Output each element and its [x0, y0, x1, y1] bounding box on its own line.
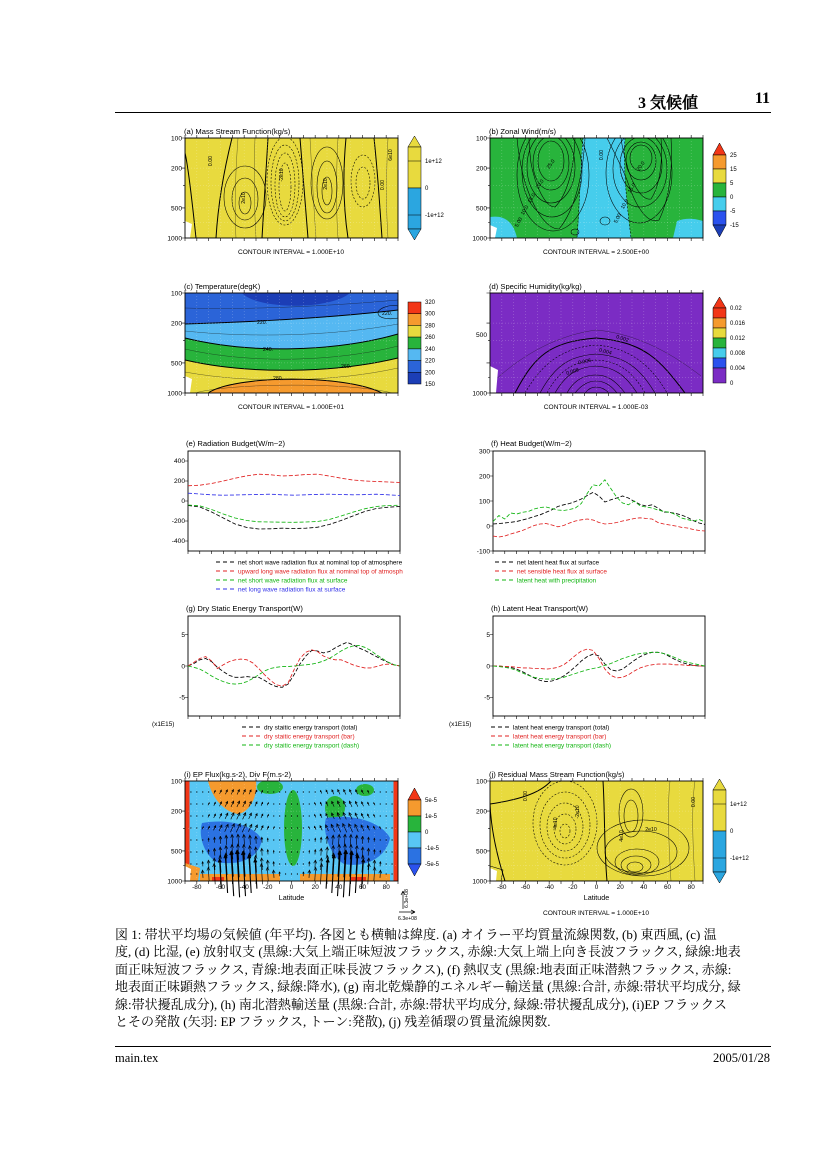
- svg-text:200: 200: [475, 808, 487, 816]
- svg-text:6.3e+08: 6.3e+08: [398, 916, 417, 922]
- svg-text:240: 240: [425, 346, 436, 353]
- svg-text:200: 200: [425, 370, 436, 377]
- svg-text:400: 400: [173, 458, 185, 465]
- y-axis-labels: [179, 632, 185, 702]
- svg-text:10.0: 10.0: [620, 198, 631, 211]
- svg-text:200: 200: [475, 165, 487, 173]
- y-axis-labels: [167, 136, 182, 243]
- svg-text:-100: -100: [476, 548, 490, 556]
- page-number: 11: [754, 90, 770, 107]
- svg-text:dry staitic energy transport (: dry staitic energy transport (total): [264, 724, 358, 732]
- subplot-j-title: (j) Residual Mass Stream Function(kg/s): [489, 770, 625, 779]
- svg-text:15.0: 15.0: [626, 182, 638, 195]
- y-axis-labels: [477, 449, 491, 556]
- svg-text:-5: -5: [484, 694, 490, 702]
- svg-text:0: 0: [486, 663, 490, 671]
- svg-text:-60: -60: [215, 884, 226, 891]
- svg-text:200: 200: [170, 320, 182, 328]
- svg-text:0.00: 0.00: [380, 179, 386, 191]
- svg-text:-1e-5: -1e-5: [425, 846, 440, 852]
- svg-text:40: 40: [640, 884, 648, 891]
- contour-field: [185, 780, 398, 881]
- svg-text:100: 100: [475, 778, 487, 786]
- colorbar: [713, 779, 750, 883]
- svg-text:20.0: 20.0: [635, 160, 647, 173]
- svg-text:100: 100: [170, 778, 182, 786]
- svg-text:5: 5: [730, 181, 734, 187]
- svg-text:0.004: 0.004: [730, 366, 746, 372]
- svg-text:1000: 1000: [472, 235, 487, 243]
- svg-text:-80: -80: [192, 884, 202, 891]
- svg-text:100: 100: [170, 135, 182, 143]
- subplot-b: [455, 125, 763, 295]
- svg-text:5e-5: 5e-5: [425, 798, 438, 804]
- svg-text:dry staitic energy transport (: dry staitic energy transport (dash): [264, 742, 360, 750]
- svg-text:25: 25: [730, 153, 737, 159]
- svg-text:150: 150: [425, 382, 436, 388]
- svg-text:15.0: 15.0: [527, 192, 538, 205]
- subplot-i-title: (i) EP Flux(kg.s-2), Div F(m.s-2): [184, 770, 292, 779]
- colorbar: [713, 143, 739, 237]
- svg-text:-2e10: -2e10: [575, 805, 581, 819]
- svg-text:net long wave radiation flux a: net long wave radiation flux at surface: [238, 586, 346, 594]
- subplot-f: [455, 437, 763, 607]
- svg-text:0.00: 0.00: [523, 790, 529, 802]
- legend: [491, 725, 611, 750]
- svg-text:15: 15: [730, 167, 737, 173]
- y-axis-labels: [484, 632, 490, 702]
- svg-text:0.002: 0.002: [615, 334, 630, 344]
- footer-filename: main.tex: [115, 1051, 159, 1065]
- svg-text:100: 100: [475, 135, 487, 143]
- svg-text:-80: -80: [497, 884, 507, 891]
- svg-text:-15: -15: [730, 223, 739, 229]
- contour-field: [185, 137, 398, 238]
- contour-interval: CONTOUR INTERVAL = 1.000E-03: [543, 404, 649, 411]
- svg-text:80: 80: [382, 884, 390, 891]
- svg-text:0: 0: [425, 186, 429, 192]
- svg-text:-4e10: -4e10: [553, 817, 559, 831]
- line-series: [493, 649, 705, 682]
- contour-interval: CONTOUR INTERVAL = 1.000E+01: [237, 404, 345, 411]
- y-axis-labels: [167, 779, 182, 886]
- svg-text:1000: 1000: [167, 390, 182, 398]
- svg-text:0: 0: [730, 829, 734, 835]
- y-axis-labels: [472, 779, 487, 886]
- vector-scale: [398, 889, 417, 922]
- svg-text:0: 0: [730, 381, 734, 387]
- legend: [242, 725, 359, 750]
- svg-text:500: 500: [475, 332, 487, 339]
- svg-text:200: 200: [173, 478, 185, 485]
- svg-text:-2e10: -2e10: [279, 168, 285, 182]
- colorbar: [408, 300, 436, 388]
- line-series: [188, 642, 400, 687]
- subplot-d: [455, 280, 763, 450]
- svg-text:0.00: 0.00: [691, 796, 697, 808]
- contour-field: [185, 293, 398, 393]
- svg-text:-200: -200: [171, 518, 185, 525]
- svg-text:200: 200: [478, 473, 490, 481]
- svg-text:-1e+12: -1e+12: [425, 213, 444, 219]
- svg-text:300: 300: [425, 311, 436, 318]
- subplot-c-title: (c) Temperature(degK): [184, 282, 261, 291]
- svg-text:0.02: 0.02: [730, 306, 742, 312]
- svg-text:1000: 1000: [472, 878, 487, 886]
- svg-text:1e+12: 1e+12: [730, 802, 747, 808]
- legend: [216, 560, 403, 594]
- svg-text:-5: -5: [730, 209, 736, 215]
- svg-text:net short wave radiation flux: net short wave radiation flux at nominal top of atmosphere: [238, 559, 403, 567]
- y-axis-labels: [472, 136, 487, 243]
- svg-text:0: 0: [289, 884, 294, 891]
- svg-text:0.004: 0.004: [598, 347, 613, 357]
- svg-text:0: 0: [181, 498, 185, 505]
- svg-text:0: 0: [181, 663, 185, 671]
- footer-date: 2005/01/28: [713, 1051, 770, 1065]
- svg-text:500: 500: [475, 205, 487, 213]
- svg-text:220: 220: [425, 358, 436, 365]
- svg-text:5.00: 5.00: [514, 216, 525, 229]
- svg-text:25.0: 25.0: [545, 158, 557, 171]
- line-series: [493, 480, 705, 537]
- subplot-d-title: (d) Specific Humidity(kg/kg): [489, 282, 582, 291]
- svg-text:2e10: 2e10: [645, 827, 657, 833]
- svg-text:net latent heat flux at surfac: net latent heat flux at surface: [517, 559, 600, 567]
- svg-text:-60: -60: [520, 884, 531, 891]
- caption-line: とその発散 (矢羽: EP フラックス, トーン:発散), (j) 残差循環の質量流線関数.: [115, 1014, 551, 1030]
- svg-text:0.008: 0.008: [565, 367, 580, 377]
- colorbar: [713, 297, 746, 387]
- colorbar: [408, 136, 445, 240]
- contour-field: [490, 293, 703, 393]
- subplot-a: [150, 125, 458, 295]
- svg-text:60: 60: [663, 884, 672, 891]
- subplot-a-title: (a) Mass Stream Function(kg/s): [184, 127, 291, 136]
- header-rule: [115, 112, 771, 113]
- svg-text:60: 60: [358, 884, 367, 891]
- svg-text:0.012: 0.012: [730, 336, 746, 342]
- svg-text:0: 0: [425, 830, 429, 836]
- subplot-e: [150, 437, 458, 607]
- x-axis-labels: [497, 884, 695, 891]
- footer-rule: [115, 1046, 771, 1047]
- svg-text:net sensible heat flux at surf: net sensible heat flux at surface: [517, 568, 607, 576]
- svg-text:80: 80: [687, 884, 695, 891]
- svg-text:500: 500: [170, 360, 182, 368]
- svg-text:latent heat energy transport (: latent heat energy transport (bar): [513, 733, 607, 741]
- line-series: [188, 474, 400, 529]
- svg-text:2e10: 2e10: [323, 178, 329, 190]
- svg-text:6e10: 6e10: [388, 149, 394, 161]
- svg-text:20: 20: [311, 884, 319, 891]
- section-header: 3 気候値: [637, 95, 698, 112]
- svg-text:0: 0: [486, 523, 490, 531]
- figure-caption: [115, 926, 773, 1030]
- svg-text:upward long wave radiation flu: upward long wave radiation flux at nominal top of atmosph: [238, 568, 403, 576]
- svg-text:0: 0: [594, 884, 599, 891]
- svg-text:500: 500: [170, 848, 182, 856]
- svg-text:dry staitic energy transport (: dry staitic energy transport (bar): [264, 733, 355, 741]
- svg-text:5.00: 5.00: [613, 212, 624, 225]
- svg-text:-1e+12: -1e+12: [730, 856, 749, 862]
- subplot-g-title: (g) Dry Static Energy Transport(W): [186, 604, 303, 613]
- axis-unit: (x1E15): [152, 721, 175, 728]
- svg-text:1000: 1000: [167, 235, 182, 243]
- svg-text:0.016: 0.016: [730, 321, 746, 327]
- svg-text:1000: 1000: [167, 878, 182, 886]
- axis-unit: (x1E15): [449, 721, 472, 728]
- contour-interval: CONTOUR INTERVAL = 2.500E+00: [542, 249, 650, 256]
- svg-text:6.3e+08: 6.3e+08: [404, 889, 410, 908]
- svg-text:net short wave radiation flux: net short wave radiation flux at surface: [238, 577, 348, 585]
- svg-text:1e-5: 1e-5: [425, 814, 438, 820]
- svg-text:1e+12: 1e+12: [425, 159, 442, 165]
- x-axis-title: Latitude: [583, 893, 610, 902]
- svg-text:100: 100: [170, 290, 182, 298]
- x-axis-labels: [192, 884, 390, 891]
- svg-text:300: 300: [478, 448, 490, 456]
- svg-text:latent heat energy transport (: latent heat energy transport (dash): [513, 742, 612, 750]
- contour-field: [490, 781, 703, 881]
- y-axis-labels: [172, 458, 186, 545]
- svg-text:-40: -40: [239, 884, 249, 891]
- svg-text:0: 0: [730, 195, 734, 201]
- svg-text:4e10: 4e10: [619, 830, 625, 842]
- svg-text:1000: 1000: [472, 390, 487, 398]
- subplot-f-title: (f) Heat Budget(W/m~2): [491, 439, 572, 448]
- svg-text:260.: 260.: [340, 364, 352, 370]
- svg-text:5: 5: [486, 632, 490, 639]
- svg-text:220.: 220.: [381, 311, 393, 317]
- svg-text:-40: -40: [544, 884, 554, 891]
- subplot-h: [449, 602, 763, 772]
- svg-text:0.00: 0.00: [599, 149, 605, 161]
- subplot-b-title: (b) Zonal Wind(m/s): [489, 127, 557, 136]
- caption-line: 地表面正味顕熱フラックス, 緑線:降水), (g) 南北乾燥静的エネルギー輸送量 (黒線:合計, 赤線:帯状平均成分, 緑: [115, 979, 741, 995]
- svg-text:240.: 240.: [262, 347, 274, 353]
- svg-text:-20: -20: [263, 884, 273, 891]
- x-axis-title: Latitude: [278, 893, 305, 902]
- contour-interval: CONTOUR INTERVAL = 1.000E+10: [542, 910, 650, 917]
- svg-text:0.00: 0.00: [208, 155, 214, 167]
- svg-text:10.0: 10.0: [520, 204, 531, 217]
- svg-text:40: 40: [335, 884, 343, 891]
- svg-text:200: 200: [170, 808, 182, 816]
- svg-text:-400: -400: [171, 538, 185, 545]
- subplot-h-title: (h) Latent Heat Transport(W): [491, 604, 589, 613]
- subplot-i: [150, 768, 458, 938]
- y-axis-labels: [167, 291, 182, 398]
- svg-text:0.008: 0.008: [730, 351, 746, 357]
- contour-interval: CONTOUR INTERVAL = 1.000E+10: [237, 249, 345, 256]
- caption-line: 面正味短波フラックス, 青線:地表面正味長波フラックス), (f) 熱収支 (黒線:地表面正味潜熱フラックス, 赤線:: [115, 961, 732, 977]
- svg-text:-20: -20: [568, 884, 578, 891]
- svg-text:latent heat with precipitation: latent heat with precipitation: [517, 577, 597, 585]
- subplot-c: [150, 280, 458, 450]
- subplot-g: [150, 602, 458, 772]
- svg-text:100: 100: [478, 498, 490, 506]
- caption-line: 図 1: 帯状平均場の気候値 (年平均). 各図とも横軸は緯度. (a) オイラー平均質量流線関数, (b) 東西風, (c) 温: [115, 927, 717, 942]
- svg-text:500: 500: [475, 848, 487, 856]
- subplot-e-title: (e) Radiation Budget(W/m~2): [186, 439, 285, 448]
- svg-text:280.: 280.: [272, 376, 284, 382]
- svg-text:5: 5: [181, 632, 185, 639]
- subplot-j: [455, 768, 763, 938]
- svg-text:2e10: 2e10: [241, 192, 247, 204]
- svg-text:200: 200: [170, 165, 182, 173]
- svg-text:320: 320: [425, 300, 436, 306]
- svg-text:20.0: 20.0: [534, 178, 546, 191]
- svg-text:220.: 220.: [256, 320, 268, 326]
- caption-line: 線:帯状擾乱成分), (h) 南北潜熱輸送量 (黒線:合計, 赤線:帯状平均成分, 緑線:帯状擾乱成分), (i)EP フラックス: [115, 996, 727, 1012]
- caption-line: 度, (d) 比湿, (e) 放射収支 (黒線:大気上端正味短波フラックス, 赤線:大気上端上向き長波フラックス, 緑線:地表: [115, 944, 741, 960]
- y-axis-labels: [472, 332, 487, 398]
- legend: [495, 560, 607, 585]
- svg-text:260: 260: [425, 335, 436, 342]
- svg-text:280: 280: [425, 323, 436, 330]
- svg-text:20: 20: [616, 884, 624, 891]
- svg-text:500: 500: [170, 205, 182, 213]
- svg-text:-5e-5: -5e-5: [425, 862, 440, 868]
- svg-text:latent heat energy transport (: latent heat energy transport (total): [513, 724, 610, 732]
- svg-text:-5: -5: [179, 694, 185, 702]
- svg-text:0.006: 0.006: [577, 357, 592, 367]
